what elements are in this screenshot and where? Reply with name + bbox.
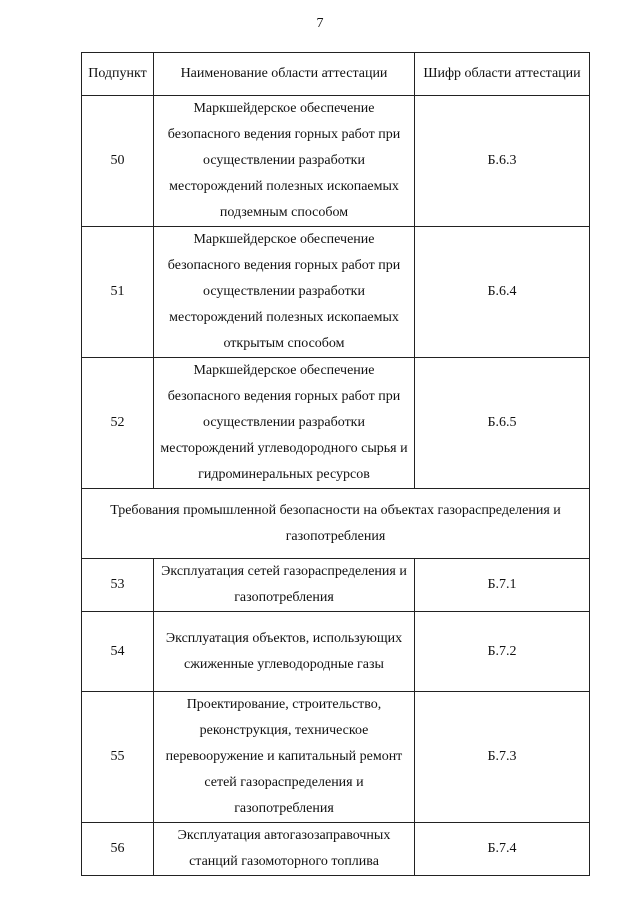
row-area-code: Б.6.4 <box>415 227 590 358</box>
row-area-code: Б.6.3 <box>415 96 590 227</box>
table-row <box>82 559 590 612</box>
row-number: 55 <box>82 692 154 823</box>
row-area-code: Б.7.4 <box>415 823 590 876</box>
header-subpoint: Подпункт <box>82 53 154 96</box>
row-area-name: Проектирование, строительство, реконструкция, техническое перевооружение и капитальный ремонт сетей газораспределения и газопотребления <box>154 692 415 823</box>
table-row <box>82 692 590 823</box>
table-row <box>82 823 590 876</box>
row-area-code: Б.6.5 <box>415 358 590 489</box>
row-area-code: Б.7.3 <box>415 692 590 823</box>
table-row <box>82 227 590 358</box>
row-area-name: Эксплуатация автогазозаправочных станций газомоторного топлива <box>154 823 415 876</box>
row-area-code: Б.7.1 <box>415 559 590 612</box>
table-row <box>82 358 590 489</box>
header-area-code: Шифр области аттестации <box>415 53 590 96</box>
row-area-name: Маркшейдерское обеспечение безопасного ведения горных работ при осуществлении разработки месторождений углеводородного сырья и гидроминеральных ресурсов <box>154 358 415 489</box>
row-number: 53 <box>82 559 154 612</box>
section-row <box>82 489 590 559</box>
row-number: 50 <box>82 96 154 227</box>
table-row <box>82 96 590 227</box>
page-number: 7 <box>316 16 324 31</box>
attestation-table <box>81 52 590 876</box>
row-area-name: Эксплуатация объектов, использующих сжиженные углеводородные газы <box>154 612 415 692</box>
row-area-name: Эксплуатация сетей газораспределения и газопотребления <box>154 559 415 612</box>
table-header-row <box>82 53 590 96</box>
row-area-code: Б.7.2 <box>415 612 590 692</box>
row-number: 52 <box>82 358 154 489</box>
table-row <box>82 612 590 692</box>
header-area-name: Наименование области аттестации <box>154 53 415 96</box>
section-heading: Требования промышленной безопасности на объектах газораспределения и газопотребления <box>82 489 590 559</box>
row-number: 56 <box>82 823 154 876</box>
row-area-name: Маркшейдерское обеспечение безопасного ведения горных работ при осуществлении разработки месторождений полезных ископаемых открытым способом <box>154 227 415 358</box>
row-number: 51 <box>82 227 154 358</box>
row-area-name: Маркшейдерское обеспечение безопасного ведения горных работ при осуществлении разработки месторождений полезных ископаемых подземным способом <box>154 96 415 227</box>
row-number: 54 <box>82 612 154 692</box>
